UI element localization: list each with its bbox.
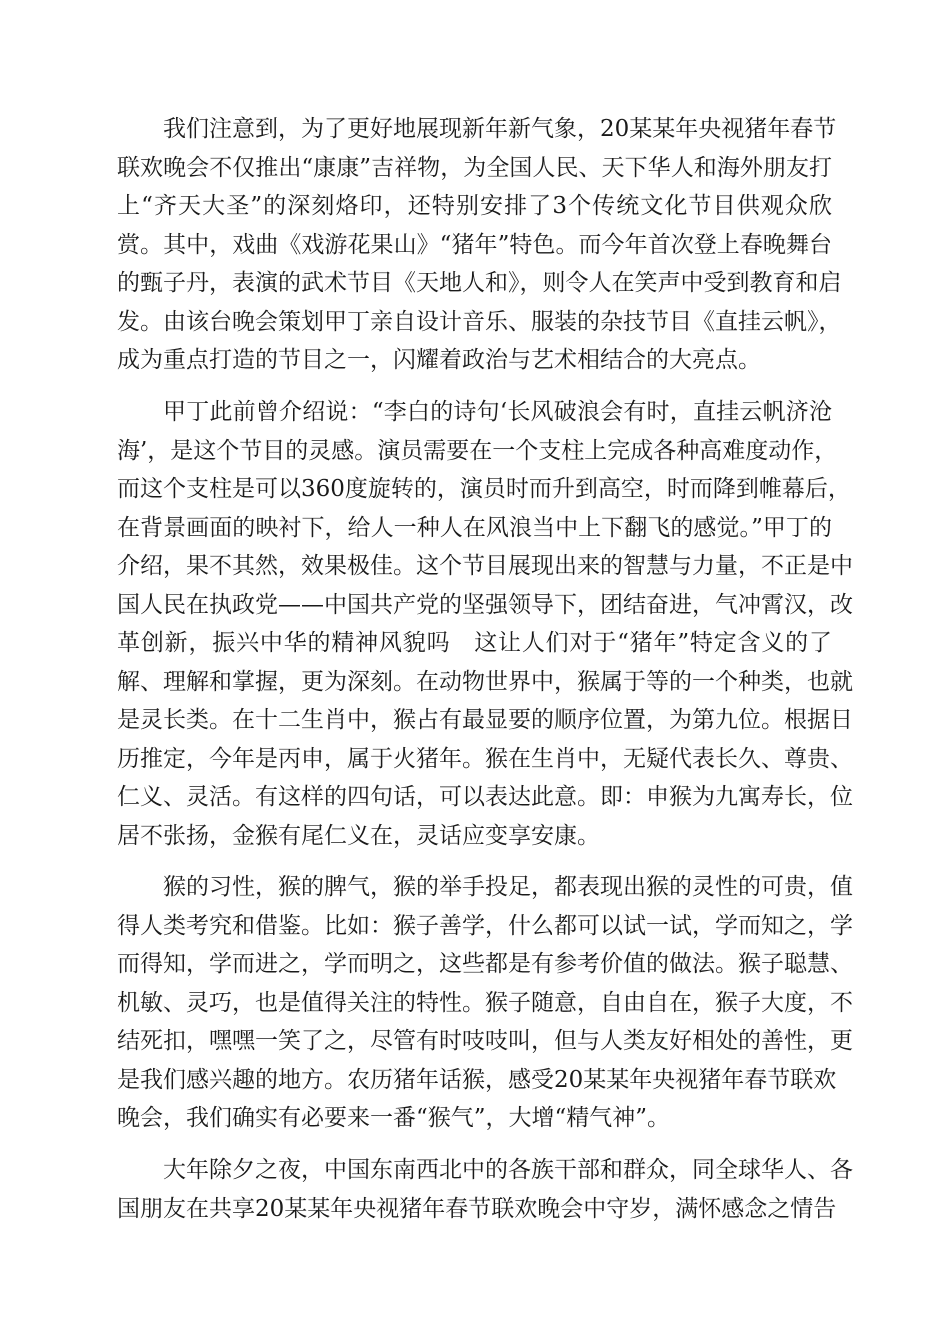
text-line: 海’，是这个节目的灵感。演员需要在一个支柱上完成各种高难度动作，: [117, 437, 838, 464]
text-line: 我们注意到，为了更好地展现新年新气象，20某某年央视猪年春节: [163, 116, 837, 142]
text-line: 国人民在执政党——中国共产党的坚强领导下，团结奋进，气冲霄汉，改: [117, 591, 853, 618]
paragraph-4: [117, 1151, 853, 1228]
text-line: 成为重点打造的节目之一，闪耀着政治与艺术相结合的大亮点。: [117, 347, 761, 373]
text-line: 仁义、灵活。有这样的四句话，可以表达此意。即：申猴为九寓寿长，位: [117, 784, 853, 810]
text-line: 介绍，果不其然，效果极佳。这个节目展现出来的智慧与力量，不正是中: [117, 553, 853, 579]
paragraph-1: [117, 110, 842, 380]
text-line: 发。由该台晚会策划甲丁亲自设计音乐、服装的杂技节目《直挂云帆》，: [117, 308, 842, 335]
text-line: 得人类考究和借鉴。比如：猴子善学，什么都可以试一试，学而知之，学: [117, 912, 853, 939]
text-line: 赏。其中，戏曲《戏游花果山》“猪年”特色。而今年首次登上春晚舞台: [117, 231, 832, 258]
text-line: 猴的习性，猴的脾气，猴的举手投足，都表现出猴的灵性的可贵，值: [163, 874, 853, 900]
text-line: 是灵长类。在十二生肖中，猴占有最显要的顺序位置，为第九位。根据日: [117, 707, 853, 733]
paragraph-2: [117, 393, 853, 855]
text-line: 甲丁此前曾介绍说：“李白的诗句‘长风破浪会有时，直挂云帆济沧: [163, 399, 832, 425]
text-line: 是我们感兴趣的地方。农历猪年话猴，感受20某某年央视猪年春节联欢: [117, 1066, 837, 1093]
text-line: 大年除夕之夜，中国东南西北中的各族干部和群众，同全球华人、各: [163, 1157, 853, 1183]
text-line: 晚会，我们确实有必要来一番“猴气”，大增“精气神”。: [117, 1105, 671, 1131]
text-line: 国朋友在共享20某某年央视猪年春节联欢晚会中守岁，满怀感念之情告: [117, 1195, 837, 1222]
text-line: 而得知，学而进之，学而明之，这些都是有参考价值的做法。猴子聪慧、: [117, 951, 853, 977]
text-line: 革创新，振兴中华的精神风貌吗 这让人们对于“猪年”特定含义的了: [117, 630, 832, 656]
text-line: 结死扣，嘿嘿一笑了之，尽管有时吱吱叫，但与人类友好相处的善性，更: [117, 1028, 853, 1054]
text-line: 机敏、灵巧，也是值得关注的特性。猴子随意，自由自在，猴子大度，不: [117, 989, 853, 1016]
text-line: 的甄子丹，表演的武术节目《天地人和》，则令人在笑声中受到教育和启: [117, 270, 842, 296]
text-line: 解、理解和掌握，更为深刻。在动物世界中，猴属于等的一个种类，也就: [117, 668, 853, 695]
text-line: 上“齐天大圣”的深刻烙印，还特别安排了3个传统文化节目供观众欣: [117, 193, 832, 219]
text-line: 居不张扬，金猴有尾仁义在，灵话应变享安康。: [117, 822, 600, 849]
text-line: 历推定，今年是丙申，属于火猪年。猴在生肖中，无疑代表长久、尊贵、: [117, 745, 853, 772]
text-line: 而这个支柱是可以360度旋转的，演员时而升到高空，时而降到帷幕后，: [117, 476, 851, 502]
text-line: 联欢晚会不仅推出“康康”吉祥物，为全国人民、天下华人和海外朋友打: [117, 154, 832, 181]
text-line: 在背景画面的映衬下，给人一种人在风浪当中上下翻飞的感觉。”甲丁的: [117, 514, 832, 541]
paragraph-3: [117, 868, 853, 1138]
